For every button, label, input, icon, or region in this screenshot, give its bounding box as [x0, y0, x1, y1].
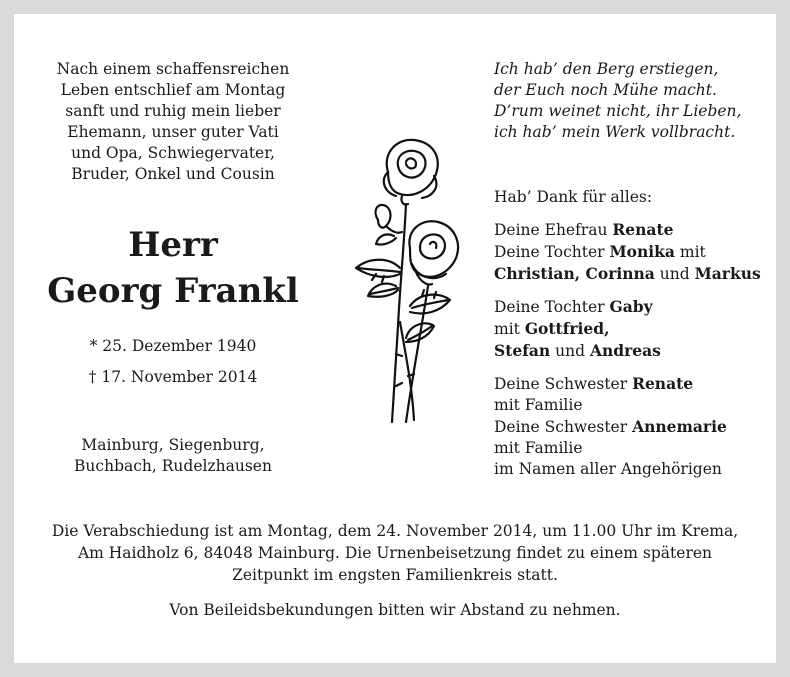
- thanks-line: Hab’ Dank für alles:: [494, 188, 653, 206]
- family-line: [494, 219, 776, 241]
- family-name: Annemarie: [632, 417, 727, 436]
- family-text: und: [550, 342, 590, 360]
- family-text: mit: [494, 320, 525, 338]
- family-line: [494, 241, 776, 263]
- family-line: [494, 296, 776, 318]
- family-text: und: [654, 265, 695, 283]
- family-line: [494, 373, 776, 395]
- birth-date: * 25. Dezember 1940: [89, 337, 257, 355]
- funeral-line: Am Haidholz 6, 84048 Mainburg. Die Urnenbeisetzung findet zu einem späteren: [77, 544, 713, 562]
- family-name: Renate: [612, 220, 674, 239]
- intro-line: Ehemann, unser guter Vati: [67, 123, 279, 141]
- family-line: mit Familie: [494, 439, 583, 457]
- life-dates: [14, 336, 332, 388]
- family-text: mit: [674, 243, 706, 261]
- family-line: [494, 263, 776, 285]
- family-line: [494, 318, 776, 340]
- condolence-note: Von Beileidsbekundungen bitten wir Abstand zu nehmen.: [169, 601, 621, 619]
- family-name: Markus: [694, 264, 761, 283]
- intro-line: Nach einem schaffensreichen: [56, 60, 290, 78]
- family-text: Deine Tochter: [494, 298, 610, 316]
- places: [14, 435, 332, 477]
- name-full: Georg Frankl: [47, 271, 299, 311]
- family-text: Deine Ehefrau: [494, 221, 613, 239]
- intro-line: Leben entschlief am Montag: [60, 81, 286, 99]
- obituary-card: [14, 14, 776, 663]
- family-line: mit Familie: [494, 396, 583, 414]
- poem-line: D’rum weinet nicht, ihr Lieben,: [494, 102, 742, 120]
- family-name: Christian, Corinna: [494, 264, 655, 283]
- funeral-line: Die Verabschiedung ist am Montag, dem 24. November 2014, um 11.00 Uhr im Krema,: [51, 522, 739, 540]
- family-name: Stefan: [494, 341, 551, 360]
- family-name: Monika: [609, 242, 675, 261]
- family-line: [494, 416, 776, 438]
- poem-line: Ich hab’ den Berg erstiegen,: [494, 60, 719, 78]
- intro-line: und Opa, Schwiegervater,: [71, 144, 275, 162]
- intro-text: [14, 59, 332, 185]
- family-line: [494, 340, 776, 362]
- poem: [494, 59, 776, 143]
- place-line: Mainburg, Siegenburg,: [81, 436, 265, 454]
- family-group-daughter: [494, 296, 776, 362]
- intro-line: sanft und ruhig mein lieber: [65, 102, 281, 120]
- death-date: † 17. November 2014: [88, 368, 258, 386]
- family-group-siblings: [494, 373, 776, 480]
- family-name: Gaby: [609, 297, 653, 316]
- family-text: Deine Tochter: [494, 243, 610, 261]
- family-group-wife: [494, 219, 776, 285]
- intro-line: Bruder, Onkel und Cousin: [71, 165, 275, 183]
- rose-icon: [348, 136, 468, 426]
- name-title: Herr: [128, 225, 218, 265]
- family-name: Andreas: [589, 341, 661, 360]
- place-line: Buchbach, Rudelzhausen: [74, 457, 272, 475]
- left-column: [14, 59, 332, 477]
- poem-line: ich hab’ mein Werk vollbracht.: [494, 123, 736, 141]
- funeral-line: Zeitpunkt im engsten Familienkreis statt.: [232, 566, 558, 584]
- family-text: Deine Schwester: [494, 418, 633, 436]
- family-name: Renate: [632, 374, 694, 393]
- family-text: Deine Schwester: [494, 375, 633, 393]
- right-column: [494, 59, 776, 480]
- family-name: Gottfried,: [524, 319, 610, 338]
- family-line: im Namen aller Angehörigen: [494, 460, 722, 478]
- funeral-info: [14, 520, 776, 621]
- poem-line: der Euch noch Mühe macht.: [494, 81, 717, 99]
- deceased-name: [14, 222, 332, 314]
